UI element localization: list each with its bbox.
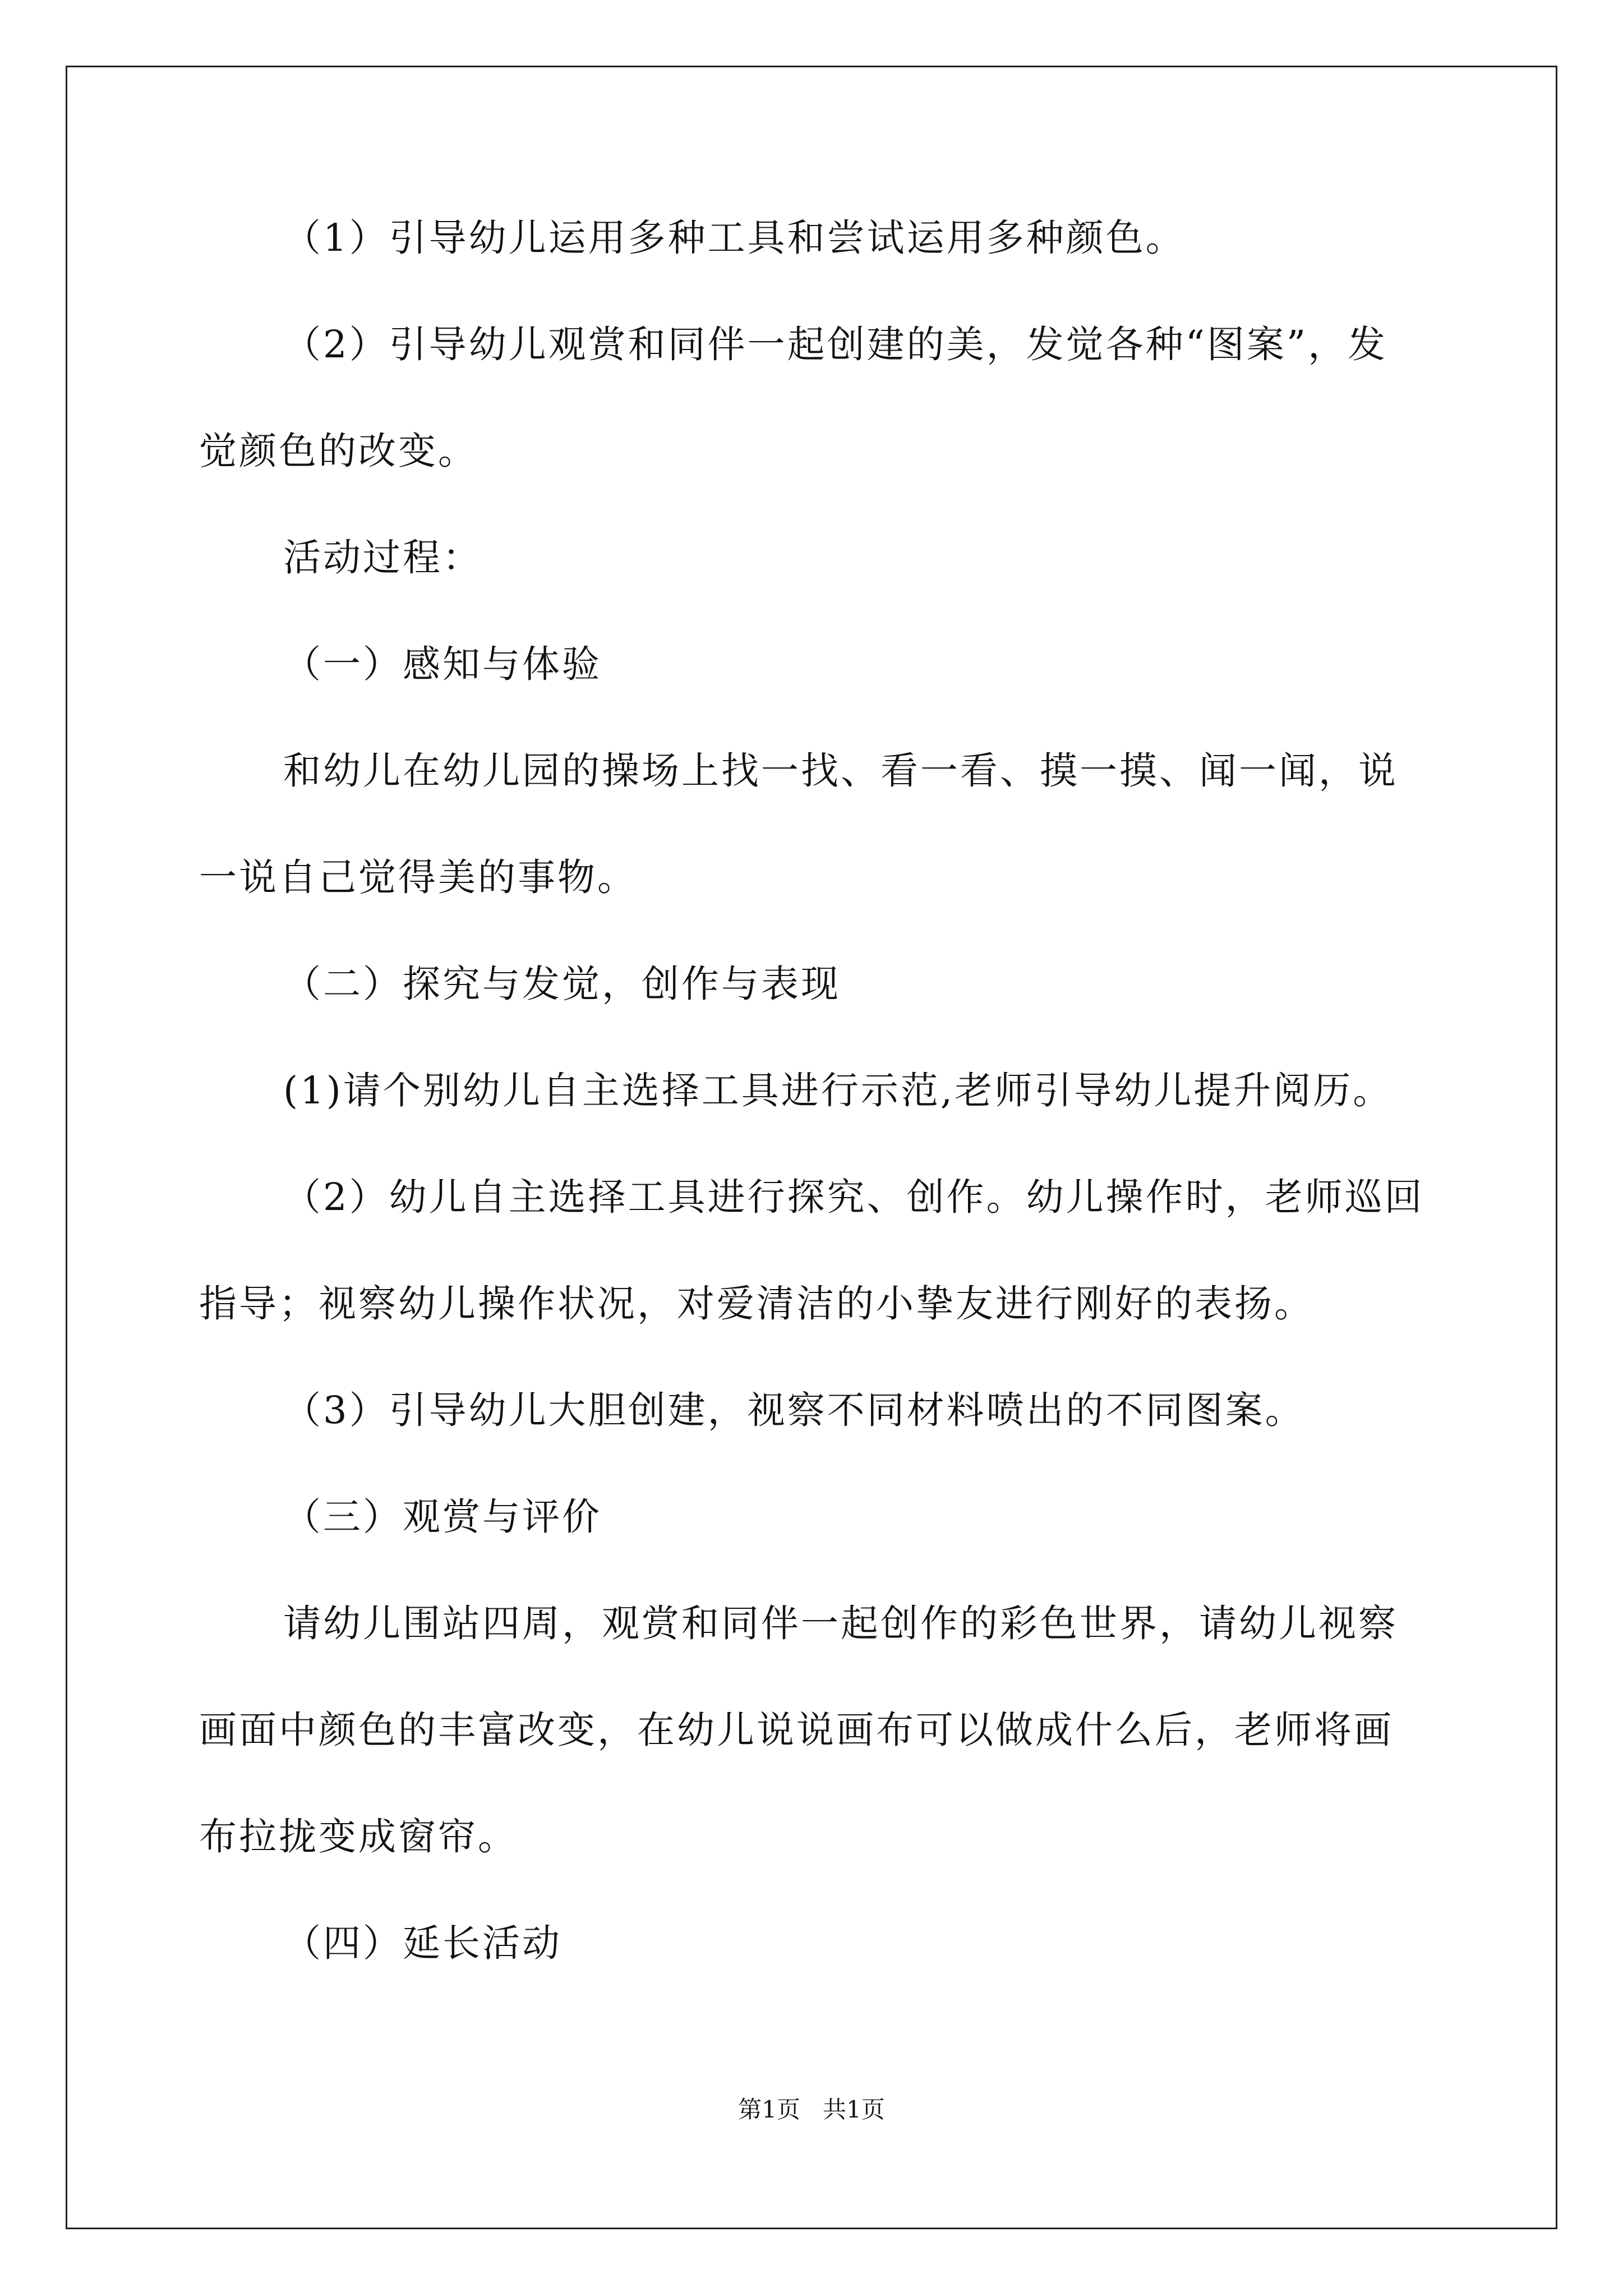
text-line: （一）感知与体验 (283, 642, 602, 686)
section-heading-3 (199, 1464, 1433, 1570)
text-line: 请幼儿围站四周，观赏和同伴一起创作的彩色世界，请幼儿视察 (283, 1602, 1398, 1645)
text-line: （三）观赏与评价 (283, 1495, 602, 1539)
text-line: （二）探究与发觉，创作与表现 (283, 962, 841, 1006)
text-line: （四）延长活动 (283, 1921, 562, 1965)
section-heading-4 (199, 1890, 1433, 1996)
text-line: 和幼儿在幼儿园的操场上找一找、看一看、摸一摸、闻一闻，说 (283, 749, 1398, 793)
text-line: 布拉拢变成窗帘。 (199, 1815, 518, 1858)
paragraph-2 (199, 291, 1433, 504)
text-line: 指导；视察幼儿操作状况，对爱清洁的小挚友进行刚好的表扬。 (199, 1282, 1314, 1326)
text-line: （3）引导幼儿大胆创建，视察不同材料喷出的不同图案。 (283, 1388, 1305, 1432)
text-line: （2）引导幼儿观赏和同伴一起创建的美，发觉各种“图案”，发 (283, 323, 1388, 366)
paragraph-7 (199, 1570, 1433, 1890)
text-line: 觉颜色的改变。 (199, 429, 478, 473)
paragraph-heading-process (199, 504, 1433, 611)
section-heading-2 (199, 931, 1433, 1037)
text-line: 一说自己觉得美的事物。 (199, 855, 637, 899)
paragraph-1 (199, 185, 1433, 291)
page-footer (0, 2091, 1623, 2125)
paragraph-5 (199, 1144, 1433, 1357)
paragraph-4 (199, 1037, 1433, 1144)
paragraph-6 (199, 1357, 1433, 1464)
text-line: 活动过程： (283, 536, 482, 579)
text-line: 画面中颜色的丰富改变，在幼儿说说画布可以做成什么后，老师将画 (199, 1708, 1394, 1752)
paragraph-3 (199, 717, 1433, 931)
text-line: （2）幼儿自主选择工具进行探究、创作。幼儿操作时，老师巡回 (283, 1175, 1424, 1219)
text-line: (1)请个别幼儿自主选择工具进行示范,老师引导幼儿提升阅历。 (283, 1069, 1393, 1112)
page-total: 共1页 (823, 2096, 885, 2123)
section-heading-1 (199, 611, 1433, 717)
text-line: （1）引导幼儿运用多种工具和尝试运用多种颜色。 (283, 216, 1186, 260)
page-number: 第1页 (738, 2096, 800, 2123)
